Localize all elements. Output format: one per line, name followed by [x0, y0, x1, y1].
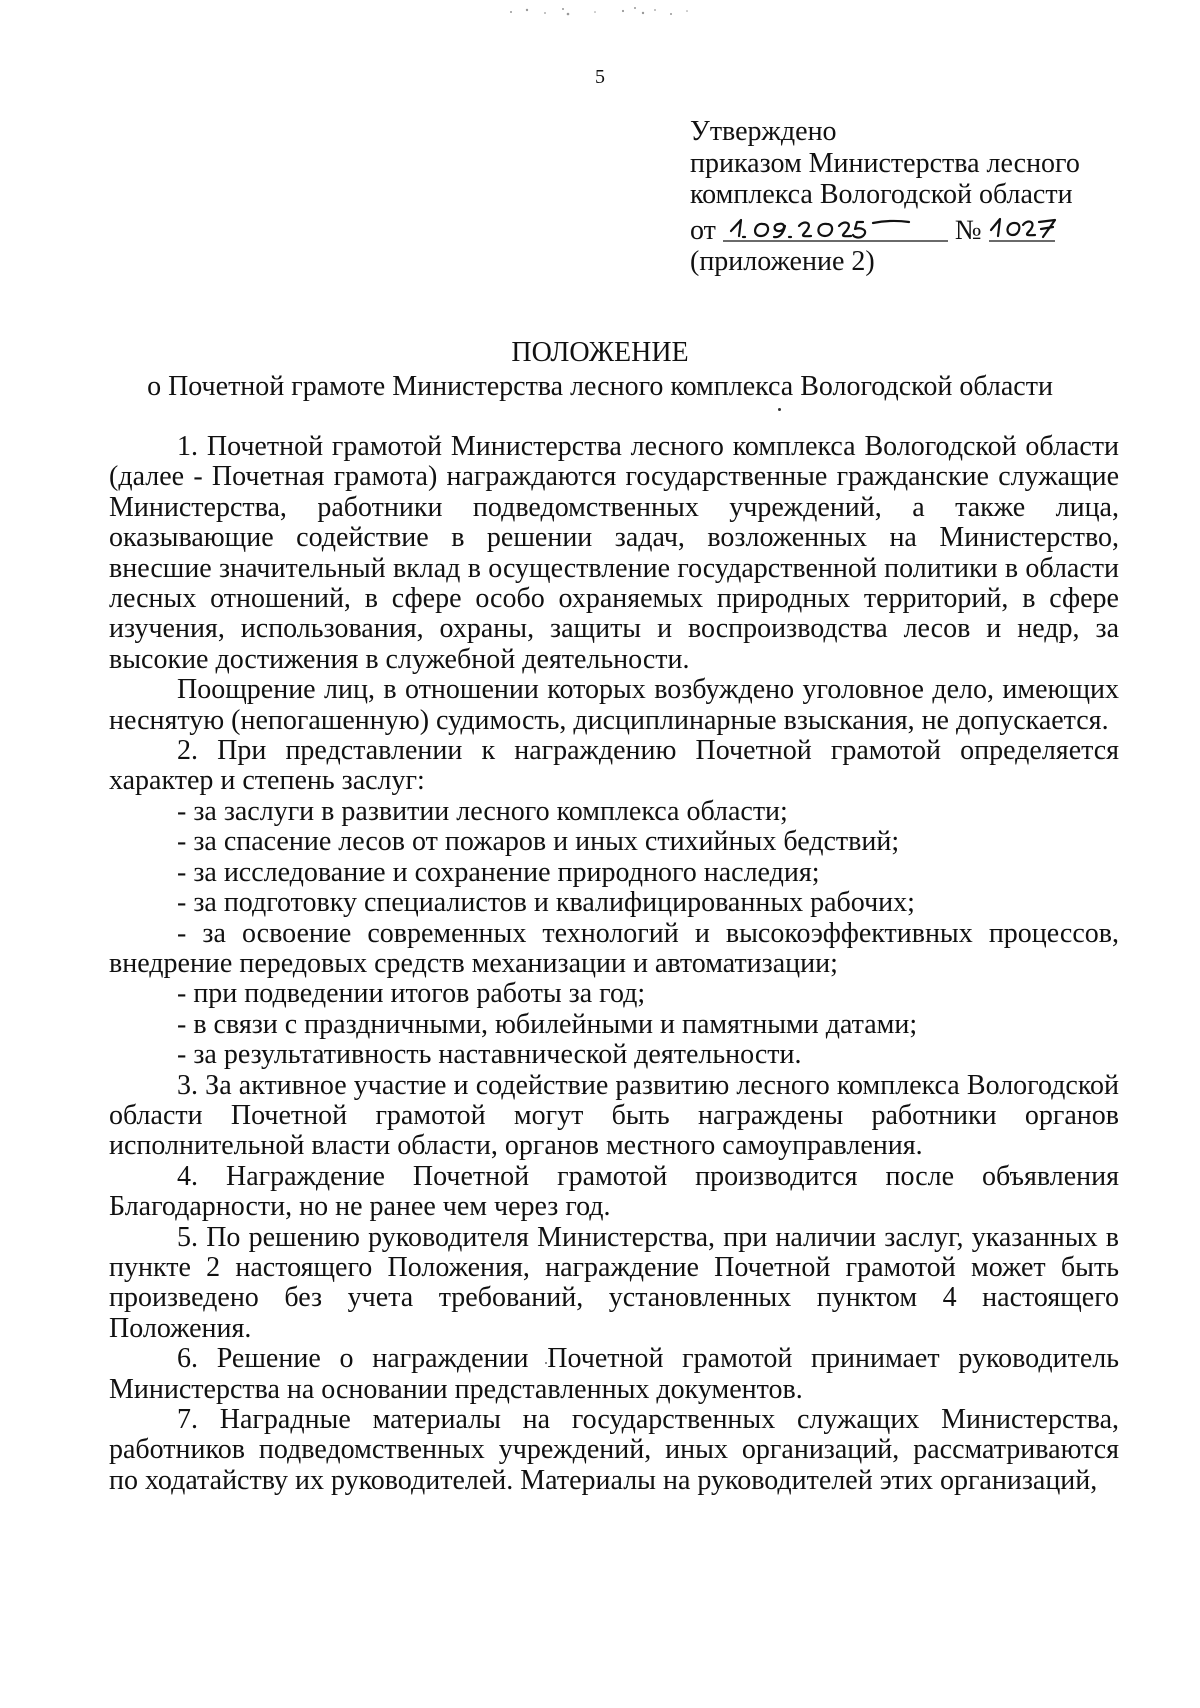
list-item: - при подведении итогов работы за год; — [177, 978, 646, 1010]
number-label: № — [954, 214, 982, 246]
paragraph-7: 7. Наградные материалы на государственных служащих Министерства, работников подведомственных учреждений, иных организаций, рассматриваются по ходатайству их руководителей. Материалы на руководителей этих организаций, — [109, 1404, 1119, 1496]
scan-speck — [778, 408, 781, 411]
page-number: 5 — [595, 66, 605, 88]
paragraph-2: 2. При представлении к награждению Почетной грамотой определяется характер и степень заслуг: — [109, 735, 1119, 797]
list-item: - за спасение лесов от пожаров и иных стихийных бедствий; — [177, 826, 900, 858]
paragraph-1: 1. Почетной грамотой Министерства лесного комплекса Вологодской области (далее - Почетная грамота) награждаются государственные гражданские служащие Министерства, работники подведомственных учреждений, а также лица, оказывающие содействие в решении задач, возложенных на Министерство, внесшие значительный вклад в осуществление государственной политики в области лесных отношений, в сфере особо охраняемых природных территорий, в сфере изучения, использования, охраны, защиты и воспроизводства лесов и недр, за высокие достижения в служебной деятельности. — [109, 431, 1119, 675]
list-item: - за результативность наставнической деятельности. — [177, 1039, 802, 1071]
paragraph-4: 4. Награждение Почетной грамотой производится после объявления Благодарности, но не ранее чем через год. — [109, 1160, 1119, 1223]
list-item: - в связи с праздничными, юбилейными и памятными датами; — [177, 1008, 918, 1040]
document-title: ПОЛОЖЕНИЕ — [511, 337, 689, 368]
handwritten-date-ink — [723, 212, 948, 242]
document-subtitle: о Почетной грамоте Министерства лесного комплекса Вологодской области — [147, 371, 1053, 402]
paragraph-5: 5. По решению руководителя Министерства, при наличии заслуг, указанных в пункте 2 настоящего Положения, награждение Почетной грамотой может быть произведено без учета требований, установленных пунктом 4 настоящего Положения. — [109, 1221, 1119, 1344]
approval-line-2: приказом Министерства лесного — [690, 147, 1080, 179]
handwritten-date — [723, 211, 948, 239]
list-item: - за подготовку специалистов и квалифицированных рабочих; — [177, 887, 915, 919]
paragraph-6: 6. Решение о награждении Почетной грамотой принимает руководитель Министерства на основании представленных документов. — [109, 1343, 1119, 1405]
document-body — [109, 432, 1119, 1496]
paragraph-1-note: Поощрение лиц, в отношении которых возбуждено уголовное дело, имеющих неснятую (непогашенную) судимость, дисциплинарные взыскания, не допускается. — [109, 674, 1119, 736]
appendix-note: (приложение 2) — [690, 246, 875, 277]
list-item: - за исследование и сохранение природного наследия; — [177, 856, 820, 888]
approval-line-1: Утверждено — [690, 116, 837, 147]
approval-line-3: комплекса Вологодской области — [690, 179, 1073, 210]
approval-order-line — [690, 211, 1150, 247]
from-label: от — [690, 214, 716, 246]
handwritten-number-ink — [989, 212, 1059, 242]
approval-block — [690, 116, 1150, 278]
handwritten-number — [989, 211, 1059, 239]
list-item: - за заслуги в развитии лесного комплекса области; — [177, 795, 788, 827]
paragraph-3: 3. За активное участие и содействие развитию лесного комплекса Вологодской области Почетной грамотой могут быть награждены работники органов исполнительной власти области, органов местного самоуправления. — [109, 1069, 1119, 1162]
scan-noise-marks — [505, 4, 695, 20]
list-item: - за освоение современных технологий и высокоэффективных процессов, внедрение передовых средств механизации и автоматизации; — [109, 917, 1119, 979]
